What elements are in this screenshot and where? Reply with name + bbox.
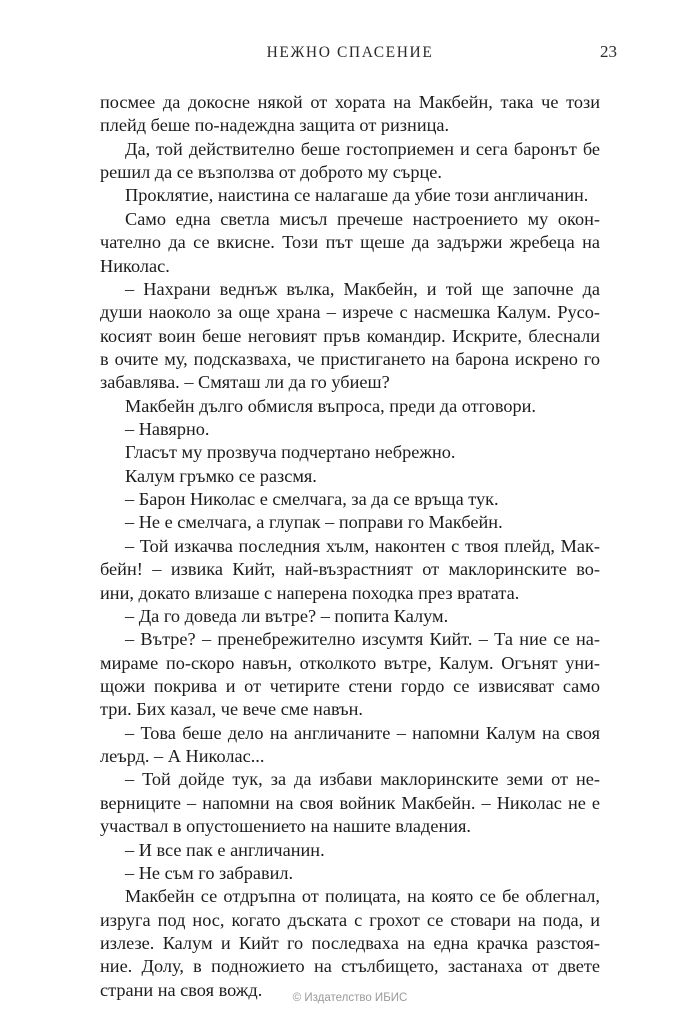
text-line: – Това беше дело на англичаните – напомни Калум на своя	[125, 722, 600, 743]
text-line: Гласът му прозвуча подчертано небрежно.	[125, 442, 456, 463]
text-line: – Да го доведа ли вътре? – попита Калум.	[125, 605, 449, 626]
text-line: – Той изкачва последния хълм, наконтен с твоя плейд, Мак-	[125, 535, 600, 556]
text-line: мираме по-скоро навън, отколкото вътре, Калум. Огънят уни-	[100, 652, 600, 673]
copyright-footer: © Издателство ИБИС	[292, 992, 408, 1004]
text-line: леърд. – А Николас...	[100, 746, 265, 767]
text-line: Проклятие, наистина се налагаше да убие този англичанин.	[125, 185, 589, 206]
text-line: Да, той действително беше гостоприемен и сега баронът бе	[125, 138, 600, 159]
text-line: забавлява. – Смяташ ли да го убиеш?	[100, 372, 390, 393]
text-line: в очите му, подсказваха, че пристигането на барона искрено го	[100, 348, 600, 369]
text-line: Николас.	[100, 255, 170, 276]
text-line: Макбейн се отдръпна от полицата, на която се бе облегнал,	[125, 886, 600, 907]
text-line: посмее да докосне някой от хората на Макбейн, така че този	[100, 92, 600, 112]
text-line: изруга под нос, когато дъската с грохот се стовари на пода, и	[100, 909, 600, 930]
running-title: НЕЖНО СПАСЕНИЕ	[266, 44, 434, 61]
text-line: Само една светла мисъл пречеше настроението му окон-	[125, 208, 600, 229]
text-line: страни на своя вожд.	[100, 979, 263, 1000]
text-line: косият воин беше неговият пръв командир. Искрите, блеснали	[100, 325, 600, 346]
text-line: – Вътре? – пренебрежително изсумтя Кийт. – Та ние се на-	[125, 629, 600, 650]
text-line: ини, докато влизаше с наперена походка през вратата.	[100, 582, 520, 603]
text-line: – Не съм го забравил.	[125, 862, 294, 883]
text-line: ние. Долу, в подножието на стълбището, застанаха от двете	[100, 956, 600, 977]
text-line: – Барон Николас е смелчага, за да се връща тук.	[125, 489, 499, 510]
text-line: плейд беше по-надеждна защита от ризница.	[100, 115, 450, 136]
text-line: – Той дойде тук, за да избави маклоринските земи от не-	[125, 769, 600, 790]
body-text	[100, 91, 600, 1002]
text-line: излезе. Калум и Кийт го последваха на една крачка разстоя-	[100, 932, 600, 953]
text-line: щожи покрива и от четирите стени гордо се извисяват само	[100, 675, 600, 696]
text-line: три. Бих казал, че вече сме навън.	[100, 699, 363, 720]
text-line: участвал в опустошението на нашите владения.	[100, 816, 471, 837]
text-line: верниците – напомни на своя войник Макбейн. – Николас не е	[100, 792, 600, 813]
text-line: бейн! – извика Кийт, най-възрастният от маклоринските во-	[100, 559, 600, 580]
text-line: – Навярно.	[125, 419, 210, 440]
text-line: Макбейн дълго обмисля въпроса, преди да отговори.	[125, 395, 536, 416]
text-line: Калум гръмко се разсмя.	[125, 465, 317, 486]
text-line: – Не е смелчага, а глупак – поправи го Макбейн.	[125, 512, 503, 533]
text-line: чателно да се вкисне. Този път щеше да задържи жребеца на	[100, 232, 600, 253]
text-line: – И все пак е англичанин.	[125, 839, 325, 860]
text-line: – Нахрани веднъж вълка, Макбейн, и той ще започне да	[125, 278, 600, 299]
page-number: 23	[600, 42, 617, 61]
text-line: души наоколо за още храна – изрече с насмешка Калум. Русо-	[100, 302, 600, 323]
text-line: решил да се възползва от доброто му сърце.	[100, 162, 442, 183]
